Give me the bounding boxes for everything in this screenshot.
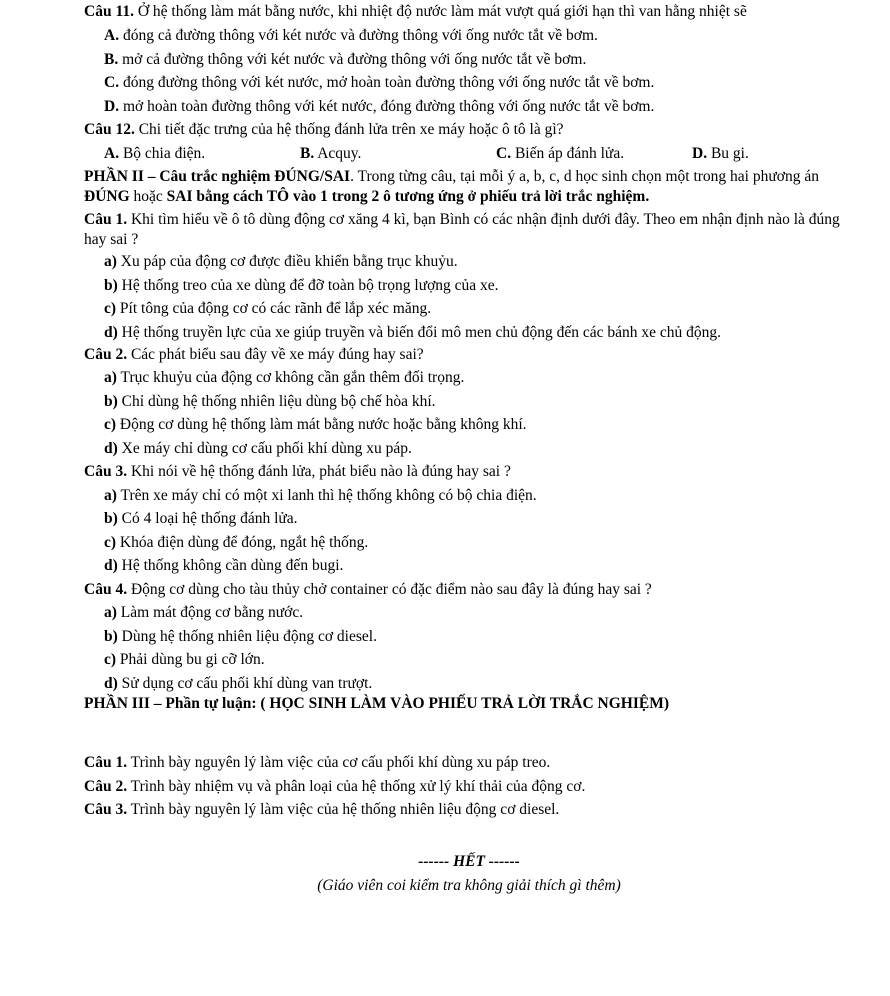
question-label: Câu 1. xyxy=(84,754,128,771)
option-text: Bu gi. xyxy=(707,144,749,162)
question-text: Động cơ dùng cho tàu thủy chở container có đặc điểm nào sau đây là đúng hay sai ? xyxy=(127,580,652,598)
item-text: Xu páp của động cơ được điều khiển bằng trục khuỷu. xyxy=(116,253,458,270)
p2-question-4 xyxy=(84,580,854,604)
item-text: Hệ thống truyền lực của xe giúp truyền và biến đổi mô men chủ động đến các bánh xe chủ động. xyxy=(117,323,722,341)
option-letter: D. xyxy=(692,144,708,162)
item-c xyxy=(84,299,854,323)
item-text: Động cơ dùng hệ thống làm mát bằng nước hoặc bằng không khí. xyxy=(116,416,527,433)
option-text: Acquy. xyxy=(314,144,362,162)
item-letter: c) xyxy=(104,533,117,551)
p2-question-3 xyxy=(84,462,854,486)
item-letter: b) xyxy=(104,276,118,294)
p2-question-2 xyxy=(84,345,854,369)
question-label: Câu 3. xyxy=(84,463,128,480)
question-text: Trình bày nguyên lý làm việc của cơ cấu phối khí dùng xu páp treo. xyxy=(127,754,551,771)
question-text: Khi nói về hệ thống đánh lửa, phát biểu nào là đúng hay sai ? xyxy=(127,463,511,480)
item-letter: a) xyxy=(104,604,117,621)
question-label: Câu 12. xyxy=(84,121,135,138)
item-text: Hệ thống không cần dùng đến bugi. xyxy=(117,557,344,574)
question-text: Chi tiết đặc trưng của hệ thống đánh lửa trên xe máy hoặc ô tô là gì? xyxy=(134,121,564,138)
item-d xyxy=(84,323,854,343)
item-b xyxy=(84,509,854,533)
item-text: Làm mát động cơ bằng nước. xyxy=(116,604,304,621)
part-2-header xyxy=(84,167,854,207)
item-text: Trên xe máy chỉ có một xi lanh thì hệ thống không có bộ chia điện. xyxy=(116,486,537,504)
item-d xyxy=(84,674,854,694)
item-b xyxy=(84,276,854,300)
option-text: mở hoàn toàn đường thông với két nước, đóng đường thông với ống nước tắt về bơm. xyxy=(119,97,655,115)
question-label: Câu 4. xyxy=(84,580,128,598)
option-text: đóng đường thông với két nước, mở hoàn toàn đường thông với ống nước tắt về bơm. xyxy=(119,74,655,91)
item-b xyxy=(84,627,854,651)
item-letter: b) xyxy=(104,510,118,527)
option-text: mở cả đường thông với két nước và đường thông với ống nước tắt về bơm. xyxy=(118,50,587,68)
exam-page xyxy=(84,2,854,895)
question-text: Các phát biểu sau đây về xe máy đúng hay sai? xyxy=(127,345,424,363)
item-text: Sử dụng cơ cấu phối khí dùng van trượt. xyxy=(117,674,373,692)
option-text: đóng cả đường thông với két nước và đường thông với ống nước tắt về bơm. xyxy=(119,27,598,44)
spacer xyxy=(84,717,854,753)
item-a xyxy=(84,368,854,392)
item-d xyxy=(84,556,854,580)
question-11 xyxy=(84,2,854,22)
question-text: Trình bày nhiệm vụ và phân loại của hệ thống xử lý khí thải của động cơ. xyxy=(127,777,586,795)
question-text: Trình bày nguyên lý làm việc của hệ thống nhiên liệu động cơ diesel. xyxy=(127,801,560,818)
item-text: Trục khuỷu của động cơ không cần gắn thêm đối trọng. xyxy=(116,369,465,386)
option-d xyxy=(692,144,749,168)
item-letter: d) xyxy=(104,323,118,341)
item-text: Pít tông của động cơ có các rãnh để lắp xéc măng. xyxy=(116,300,432,317)
option-a xyxy=(104,144,300,168)
item-letter: d) xyxy=(104,439,118,457)
item-c xyxy=(84,533,854,557)
item-letter: c) xyxy=(104,416,117,433)
part-2-bold: SAI bằng cách TÔ vào 1 trong 2 ô tương ứng ở phiếu trả lời trắc nghiệm. xyxy=(166,188,650,205)
part-2-bold: ĐÚNG xyxy=(84,188,130,205)
item-d xyxy=(84,439,854,463)
option-text: Biến áp đánh lửa. xyxy=(511,144,625,162)
footer-note: (Giáo viên coi kiểm tra không giải thích gì thêm) xyxy=(317,876,621,894)
item-a xyxy=(84,252,854,276)
option-letter: B. xyxy=(104,50,119,68)
option-letter: B. xyxy=(300,144,315,162)
option-letter: D. xyxy=(104,97,120,115)
item-letter: a) xyxy=(104,369,117,386)
option-c xyxy=(496,144,692,168)
question-text: Khi tìm hiểu về ô tô dùng động cơ xăng 4 kì, bạn Bình có các nhận định dưới đây. Theo em nhận định nào là đúng hay sai ? xyxy=(84,211,840,248)
essay-question-2 xyxy=(84,777,854,801)
item-letter: d) xyxy=(104,557,118,574)
item-letter: b) xyxy=(104,627,118,645)
option-text: Bộ chia điện. xyxy=(119,144,206,162)
option-letter: C. xyxy=(104,74,120,91)
option-letter: A. xyxy=(104,27,120,44)
part-2-intro: hoặc xyxy=(129,188,167,205)
item-a xyxy=(84,486,854,510)
p2-question-1 xyxy=(84,210,854,250)
item-letter: c) xyxy=(104,300,117,317)
item-text: Dùng hệ thống nhiên liệu động cơ diesel. xyxy=(117,627,377,645)
item-text: Chỉ dùng hệ thống nhiên liệu dùng bộ chế hòa khí. xyxy=(117,392,436,410)
item-text: Hệ thống treo của xe dùng để đỡ toàn bộ trọng lượng của xe. xyxy=(117,276,499,294)
essay-question-1 xyxy=(84,753,854,777)
question-label: Câu 2. xyxy=(84,345,128,363)
option-c xyxy=(84,73,854,97)
item-text: Có 4 loại hệ thống đánh lửa. xyxy=(117,510,298,527)
item-letter: c) xyxy=(104,651,117,668)
item-text: Phải dùng bu gi cỡ lớn. xyxy=(116,651,265,668)
option-a xyxy=(84,26,854,50)
option-b xyxy=(300,144,496,168)
q12-options xyxy=(84,144,854,168)
item-letter: d) xyxy=(104,674,118,692)
option-letter: A. xyxy=(104,144,120,162)
question-12 xyxy=(84,120,854,144)
item-letter: a) xyxy=(104,253,117,270)
item-a xyxy=(84,603,854,627)
item-letter: a) xyxy=(104,486,117,504)
question-label: Câu 3. xyxy=(84,801,128,818)
part-2-title: PHẦN II – Câu trắc nghiệm ĐÚNG/SAI xyxy=(84,168,351,185)
option-d xyxy=(84,97,854,121)
item-letter: b) xyxy=(104,392,118,410)
item-c xyxy=(84,415,854,439)
item-text: Khóa điện dùng để đóng, ngắt hệ thống. xyxy=(116,533,369,551)
part-2-intro: . Trong từng câu, tại mỗi ý a, b, c, d học sinh chọn một trong hai phương án xyxy=(350,168,819,185)
question-label: Câu 1. xyxy=(84,211,128,228)
spacer xyxy=(84,824,854,852)
end-marker: ------ HẾT ------ xyxy=(418,852,520,870)
item-b xyxy=(84,392,854,416)
item-c xyxy=(84,650,854,674)
part-3-title: PHẦN III – Phần tự luận: ( HỌC SINH LÀM VÀO PHIẾU TRẢ LỜI TRẮC NGHIỆM) xyxy=(84,694,670,712)
question-text: Ở hệ thống làm mát bằng nước, khi nhiệt độ nước làm mát vượt quá giới hạn thì van hằng nhiệt sẽ xyxy=(133,3,747,20)
option-b xyxy=(84,50,854,74)
item-text: Xe máy chỉ dùng cơ cấu phối khí dùng xu páp. xyxy=(117,439,412,457)
option-letter: C. xyxy=(496,144,512,162)
question-label: Câu 11. xyxy=(84,3,134,20)
essay-question-3 xyxy=(84,800,854,824)
question-label: Câu 2. xyxy=(84,777,128,795)
